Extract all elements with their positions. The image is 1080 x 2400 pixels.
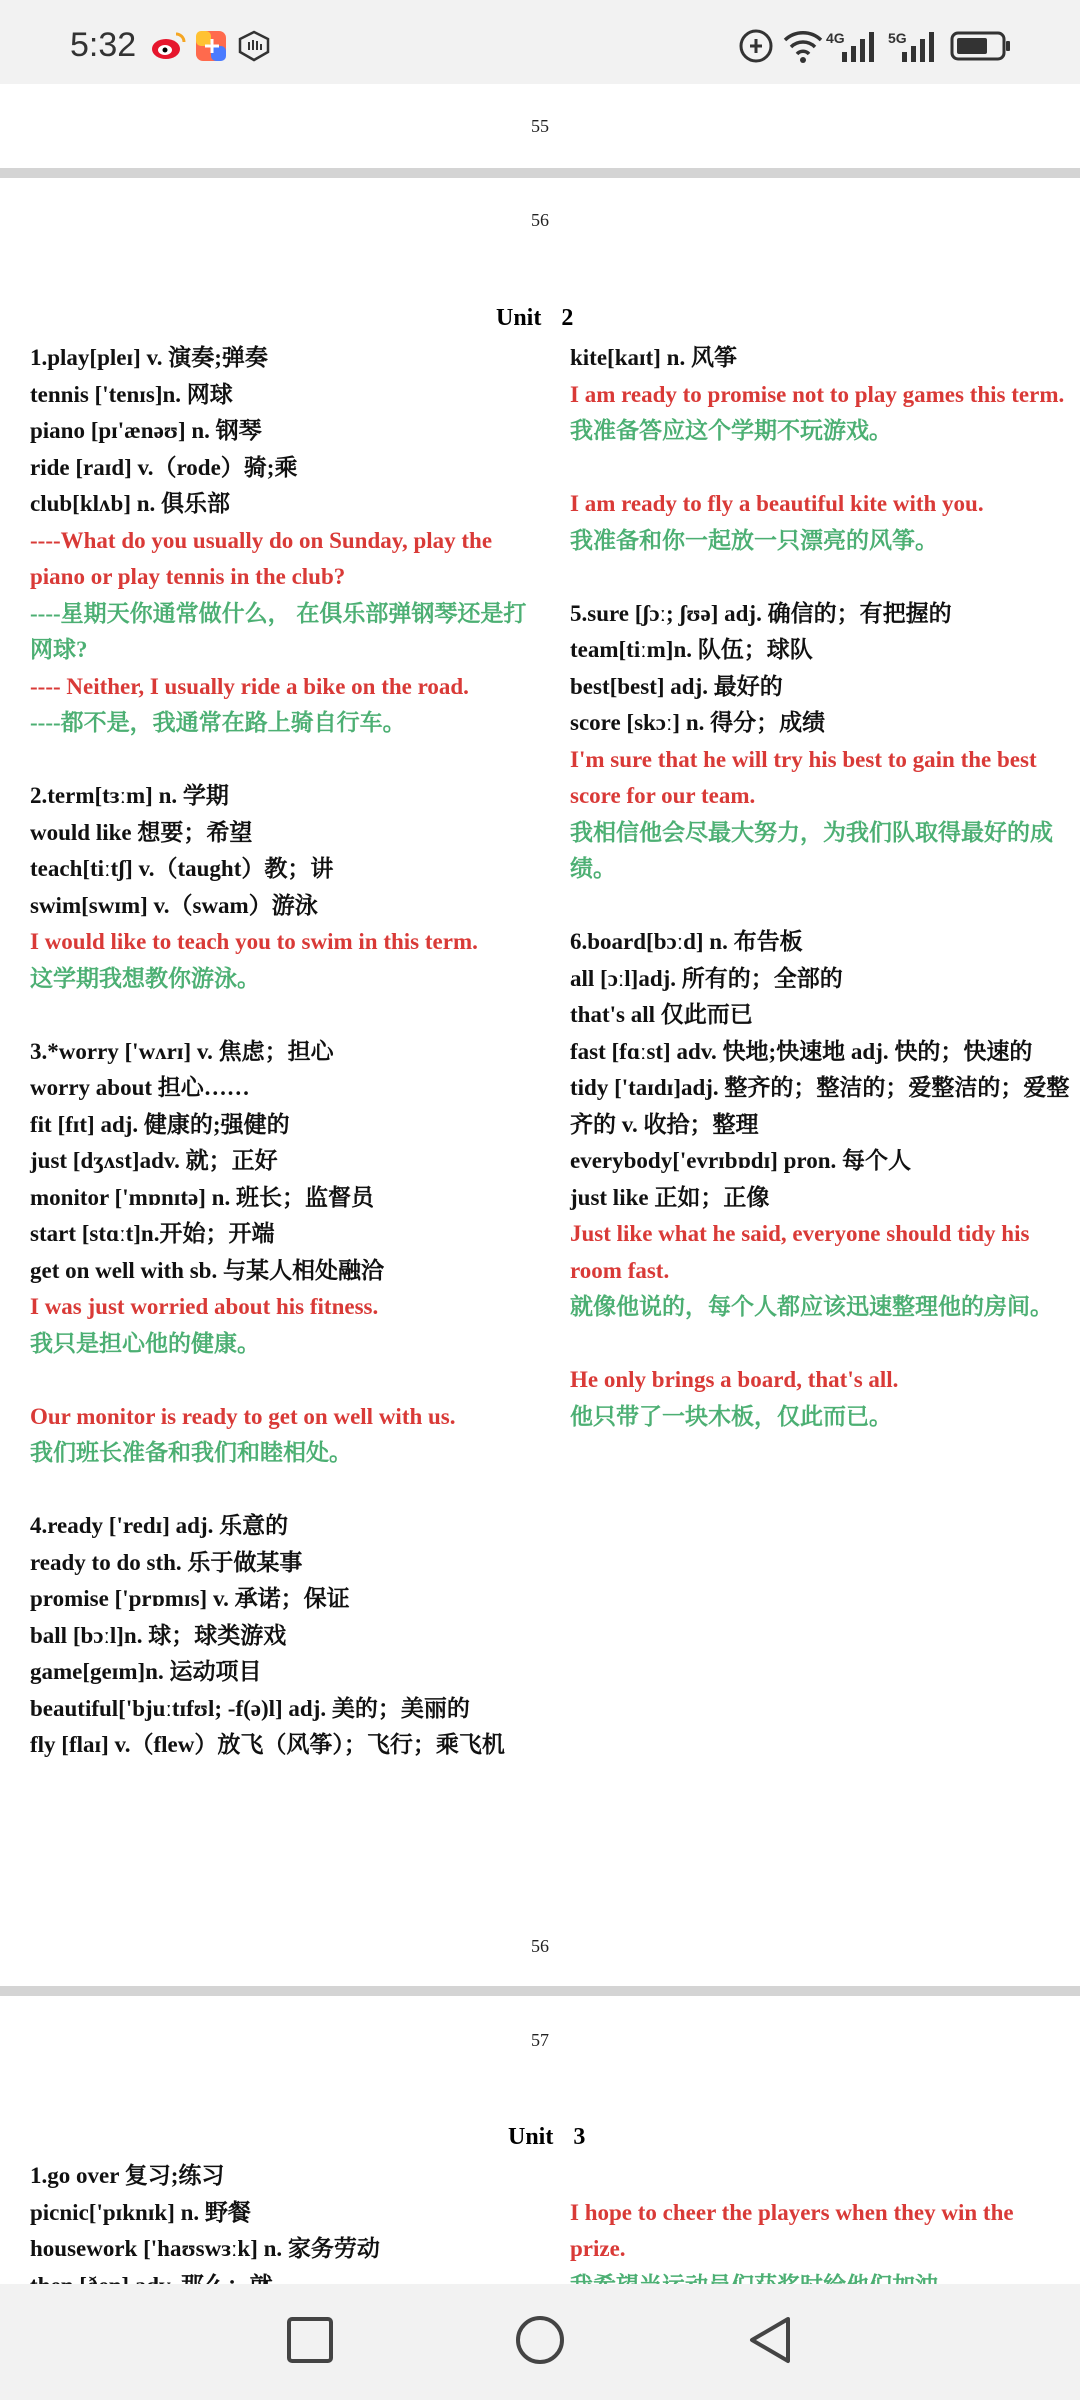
spacer [570,1326,1070,1363]
sentence-translation: ----都不是，我通常在路上骑自行车。 [30,710,406,735]
vocab-entry: housework ['haʊswɜːk] n. 家务劳动 [30,2236,380,2261]
unit-3-title: Unit 3 [508,2124,586,2150]
example-sentence: ---- Neither, I usually ride a bike on the road. [30,673,469,699]
vocab-entry: 1.go over 复习;练习 [30,2163,225,2188]
vocab-entry: beautiful['bjuːtɪfʊl; -f(ə)l] adj. 美的；美丽的 [30,1695,470,1721]
vocab-entry: worry about 担心…… [30,1075,250,1100]
status-time: 5:32 [70,26,137,64]
vocab-entry: everybody['evrɪbɒdɪ] pron. 每个人 [570,1148,911,1173]
example-sentence: He only brings a board, that's all. [570,1367,899,1392]
sentence-translation: 这学期我想教你游泳。 [30,965,260,991]
vocab-entry: 3.*worry ['wʌrɪ] v. 焦虑；担心 [30,1038,334,1064]
network-5g-label: 5G [888,30,907,46]
sentence-translation: 我们班长准备和我们和睦相处。 [30,1440,352,1465]
sentence-translation: ----星期天你通常做什么， 在俱乐部弹钢琴还是打网球? [30,600,527,662]
signal-icon-2 [898,28,942,64]
sentence-translation: 我相信他会尽最大努力，为我们队取得最好的成绩。 [570,819,1053,881]
vocab-entry: club[klʌb] n. 俱乐部 [30,491,231,516]
vocab-entry: monitor ['mɒnɪtə] n. 班长；监督员 [30,1184,374,1210]
page-header-57: 57 [531,2030,549,2050]
unit-3-right-column [570,2158,1070,2284]
recent-apps-button[interactable] [284,2314,336,2366]
example-sentence: Just like what he said, everyone should tidy his room fast. [570,1221,1030,1283]
spacer [30,1362,530,1399]
unit-2-title: Unit 2 [496,305,574,331]
vocab-entry: team[tiːm]n. 队伍；球队 [570,637,813,662]
vocab-entry: teach[tiːtʃ] v.（taught）教；讲 [30,856,334,881]
spacer [30,742,530,779]
example-sentence: I was just worried about his fitness. [30,1294,379,1319]
spacer [570,888,1070,925]
example-sentence: ----What do you usually do on Sunday, play the piano or play tennis in the club? [30,527,493,589]
vocab-entry: 4.ready ['redɪ] adj. 乐意的 [30,1513,289,1538]
spacer [570,2158,1070,2195]
sentence-translation: 我准备答应这个学期不玩游戏。 [570,418,892,443]
vocab-entry: tennis ['tenɪs]n. 网球 [30,381,233,407]
home-button[interactable] [514,2314,566,2366]
vocab-entry: would like 想要；希望 [30,819,253,845]
vocab-entry: ride [raɪd] v.（rode）骑;乘 [30,454,298,480]
network-4g-label: 4G [826,30,845,46]
example-sentence: I would like to teach you to swim in this term. [30,929,478,954]
back-button[interactable] [744,2314,796,2366]
sentence-translation: 他只带了一块木板，仅此而已。 [570,1403,892,1429]
vocab-entry: start [stɑːt]n.开始；开端 [30,1221,275,1246]
example-sentence: I'm sure that he will try his best to gain the best score for our team. [570,746,1037,808]
battery-icon [950,28,1012,64]
vocab-entry: best[best] adj. 最好的 [570,673,783,699]
signal-icon [838,28,882,64]
vocab-entry: 1.play[pleɪ] v. 演奏;弹奏 [30,345,268,370]
vocab-entry: 2.term[tɜːm] n. 学期 [30,783,229,808]
sentence-translation: 我只是担心他的健康。 [30,1330,260,1356]
vocab-entry: ready to do sth. 乐于做某事 [30,1549,303,1575]
vocab-entry: score [skɔː] n. 得分；成绩 [570,710,826,735]
vocab-entry: promise ['prɒmɪs] v. 承诺；保证 [30,1586,350,1611]
spacer [30,997,530,1034]
sentence-translation: 就像他说的，每个人都应该迅速整理他的房间。 [570,1294,1053,1319]
app-store-icon [194,30,230,62]
weibo-icon [150,30,186,62]
example-sentence: I am ready to fly a beautiful kite with you. [570,491,984,516]
vocab-entry: tidy ['taɪdɪ]adj. 整齐的；整洁的；爱整洁的；爱整齐的 v. 收拾；整理 [570,1075,1070,1137]
vocab-entry: 6.board[bɔːd] n. 布告板 [570,929,803,954]
spacer [570,559,1070,596]
vocab-entry: fly [flaɪ] v.（flew）放飞（风筝）；飞行；乘飞机 [30,1732,505,1757]
unit-3-left-column [30,2158,530,2284]
data-saver-icon [736,28,776,64]
example-sentence: I am ready to promise not to play games this term. [570,381,1065,407]
page-number-55: 55 [531,116,549,136]
vocab-entry: just [dʒʌst]adv. 就；正好 [30,1148,278,1173]
example-sentence: Our monitor is ready to get on well with us. [30,1403,456,1429]
page-divider-2 [0,1986,1080,1996]
unit-2-right-column [570,340,1070,1435]
vocab-entry: fit [fɪt] adj. 健康的;强健的 [30,1111,290,1137]
page-number-56: 56 [531,1936,549,1956]
vocab-entry: picnic['pɪknɪk] n. 野餐 [30,2199,251,2225]
page-divider [0,168,1080,178]
sentence-translation: 我准备和你一起放一只漂亮的风筝。 [570,527,938,553]
vocab-entry: swim[swɪm] v.（swam）游泳 [30,892,318,918]
vocab-entry: fast [fɑːst] adv. 快地;快速地 adj. 快的；快速的 [570,1038,1033,1064]
example-sentence: I hope to cheer the players when they win the prize. [570,2199,1014,2261]
shield-hand-icon [236,30,272,62]
vocab-entry: just like 正如；正像 [570,1184,770,1210]
wifi-icon [782,28,824,64]
vocab-entry: piano [pɪ'ænəʊ] n. 钢琴 [30,418,262,443]
vocab-entry: get on well with sb. 与某人相处融洽 [30,1257,384,1283]
spacer [30,1472,530,1509]
navigation-bar [0,2284,1080,2400]
page-header-56: 56 [531,210,549,230]
status-bar [0,0,1080,84]
vocab-entry: ball [bɔːl]n. 球；球类游戏 [30,1622,287,1648]
vocab-entry: kite[kaɪt] n. 风筝 [570,345,737,370]
spacer [570,450,1070,487]
unit-2-left-column [30,340,530,1764]
vocab-entry: 5.sure [ʃɔː; ʃʊə] adj. 确信的；有把握的 [570,600,952,626]
vocab-entry: all [ɔːl]adj. 所有的；全部的 [570,965,843,991]
vocab-entry: that's all 仅此而已 [570,1002,753,1027]
vocab-entry: game[geɪm]n. 运动项目 [30,1659,262,1684]
